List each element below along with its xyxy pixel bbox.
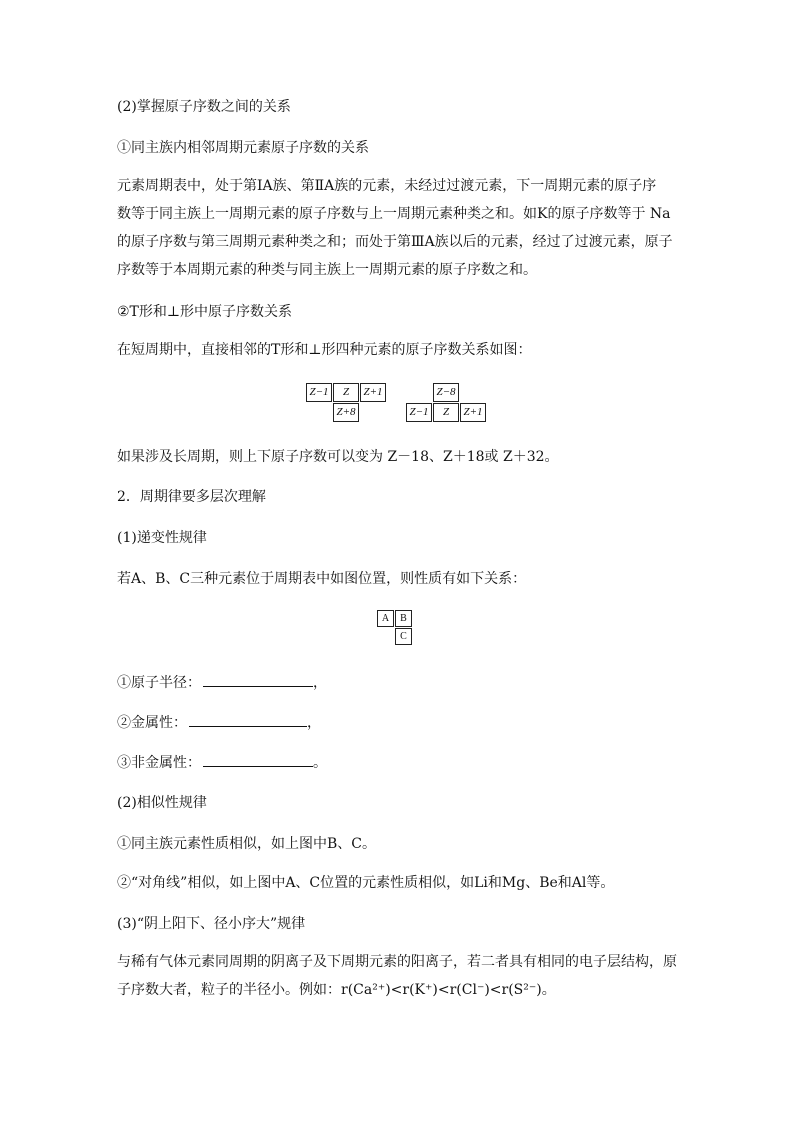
it-cell-z-minus-8: Z−8 — [433, 383, 459, 402]
question-2-label: ②金属性： — [117, 715, 187, 731]
question-metallicity — [117, 712, 321, 733]
similarity-rule-heading: (2)相似性规律 — [117, 795, 207, 811]
cell-a: A — [377, 610, 394, 627]
line-2-heading: (2)掌握原子序数之间的关系 — [117, 99, 291, 115]
it-cell-z-plus-1: Z+1 — [460, 403, 486, 422]
question-nonmetallicity — [117, 752, 327, 773]
answer-blank-1[interactable] — [203, 672, 313, 687]
abc-intro: 若A、B、C三种元素位于周期表中如图位置，则性质有如下关系： — [117, 571, 527, 587]
paragraph-2-line-b: 子序数大者，粒子的半径小。例如：r(Ca²⁺)<r(K⁺)<r(Cl⁻)<r(S²⁻)。 — [117, 982, 556, 998]
ion-radius-rule-heading: (3)“阴上阳下、径小序大”规律 — [117, 916, 306, 932]
paragraph-2 — [117, 948, 677, 1004]
paragraph-2-line-a: 与稀有气体元素同周期的阴离子及下周期元素的阳离子，若二者具有相同的电子层结构，原 — [117, 954, 677, 970]
line-relation-heading: ①同主族内相邻周期元素原子序数的关系 — [117, 140, 369, 156]
paragraph-1-line-d: 序数等于本周期元素的种类与同主族上一周期元素的原子序数之和。 — [117, 262, 537, 278]
t-cell-z-plus-1: Z+1 — [360, 383, 386, 402]
question-3-label: ③非金属性： — [117, 755, 201, 771]
question-2-end: ， — [307, 715, 321, 731]
cell-b: B — [395, 610, 412, 627]
section-2-heading: 2．周期律要多层次理解 — [117, 489, 266, 505]
same-group-similarity: ①同主族元素性质相似，如上图中B、C。 — [117, 836, 376, 852]
question-3-end: 。 — [313, 755, 327, 771]
question-1-label: ①原子半径： — [117, 675, 201, 691]
long-period-note: 如果涉及长周期，则上下原子序数可以变为 Z－18、Z＋18或 Z＋32。 — [117, 449, 559, 465]
t-shape-heading: ②T形和⊥形中原子序数关系 — [117, 304, 293, 320]
paragraph-1-line-c: 的原子序数与第三周期元素种类之和；而处于第ⅢA族以后的元素，经过了过渡元素，原子 — [117, 234, 673, 250]
it-cell-z: Z — [433, 403, 459, 422]
paragraph-1-line-a: 元素周期表中，处于第ⅠA族、第ⅡA族的元素，未经过过渡元素，下一周期元素的原子序 — [117, 178, 657, 194]
cell-c: C — [395, 628, 412, 645]
paragraph-1 — [117, 172, 677, 284]
answer-blank-3[interactable] — [203, 752, 313, 767]
t-cell-z-minus-1: Z−1 — [306, 383, 332, 402]
t-cell-z-plus-8: Z+8 — [333, 403, 359, 422]
answer-blank-2[interactable] — [189, 712, 307, 727]
t-cell-z: Z — [333, 383, 359, 402]
question-1-end: ， — [313, 675, 327, 691]
paragraph-1-line-b: 数等于同主族上一周期元素的原子序数与上一周期元素种类之和。如K的原子序数等于 Na — [117, 206, 671, 222]
gradient-rule-heading: (1)递变性规律 — [117, 530, 207, 546]
it-cell-z-minus-1: Z−1 — [406, 403, 432, 422]
question-atomic-radius — [117, 672, 327, 693]
t-shape-intro: 在短周期中，直接相邻的T形和⊥形四种元素的原子序数关系如图： — [117, 342, 532, 358]
diagonal-similarity: ②“对角线”相似，如上图中A、C位置的元素性质相似，如Li和Mg、Be和Al等。 — [117, 875, 615, 891]
